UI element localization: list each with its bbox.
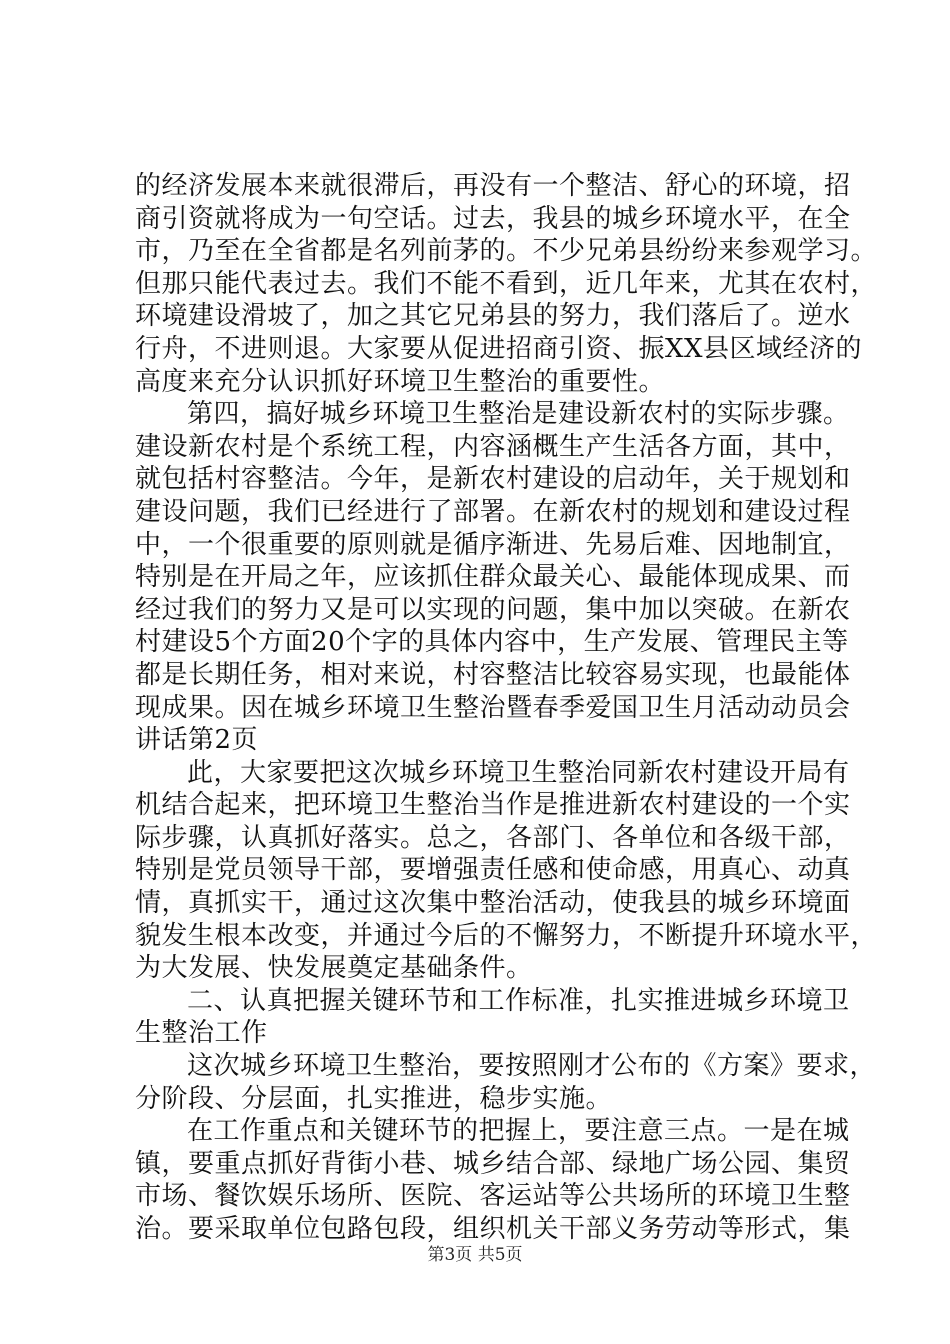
text-line: 高度来充分认识抓好环境卫生整治的重要性。: [135, 366, 666, 397]
text-line: 市，乃至在全省都是名列前茅的。不少兄弟县纷纷来参观学习。: [135, 236, 878, 267]
text-line: 行舟，不进则退。大家要从促进招商引资、振XX县区域经济的: [135, 333, 863, 364]
text-line: 分阶段、分层面，扎实推进，稳步实施。: [135, 1083, 613, 1114]
text-line: 中，一个很重要的原则就是循序渐进、先易后难、因地制宜，: [135, 529, 851, 560]
text-line: 讲话第2页: [135, 725, 259, 756]
text-line: 情，真抓实干，通过这次集中整治活动，使我县的城乡环境面: [135, 888, 851, 919]
text-line: 村建设5个方面20个字的具体内容中，生产发展、管理民主等: [135, 627, 849, 658]
text-line: 在工作重点和关键环节的把握上，要注意三点。一是在城: [187, 1116, 850, 1147]
text-line: 第四，搞好城乡环境卫生整治是建设新农村的实际步骤。: [187, 399, 850, 430]
text-line: 建设问题，我们已经进行了部署。在新农村的规划和建设过程: [135, 496, 851, 527]
text-line: 的经济发展本来就很滞后，再没有一个整洁、舒心的环境，招: [135, 171, 851, 201]
body-text: [135, 170, 878, 1246]
text-line: 环境建设滑坡了，加之其它兄弟县的努力，我们落后了。逆水: [135, 301, 851, 332]
text-line: 建设新农村是个系统工程，内容涵概生产生活各方面，其中，: [135, 431, 851, 462]
text-line: 市场、餐饮娱乐场所、医院、客运站等公共场所的环境卫生整: [135, 1181, 851, 1212]
text-line: 此，大家要把这次城乡环境卫生整治同新农村建设开局有: [187, 757, 850, 788]
text-line: 特别是在开局之年，应该抓住群众最关心、最能体现成果、而: [135, 562, 851, 593]
text-line: 特别是党员领导干部，要增强责任感和使命感，用真心、动真: [135, 855, 851, 886]
text-line: 但那只能代表过去。我们不能不看到，近几年来，尤其在农村，: [135, 268, 878, 299]
text-line: 治。要采取单位包路包段，组织机关干部义务劳动等形式，集: [135, 1214, 851, 1244]
text-line: 商引资就将成为一句空话。过去，我县的城乡环境水平，在全: [135, 203, 851, 234]
text-line: 机结合起来，把环境卫生整治当作是推进新农村建设的一个实: [135, 790, 851, 821]
page-footer: 第3页 共5页: [427, 1245, 523, 1265]
text-line: 这次城乡环境卫生整治，要按照刚才公布的《方案》要求，: [187, 1051, 877, 1082]
text-line: 现成果。因在城乡环境卫生整治暨春季爱国卫生月活动动员会: [135, 692, 851, 723]
text-line: 际步骤，认真抓好落实。总之，各部门、各单位和各级干部，: [135, 822, 851, 853]
text-line: 貌发生根本改变，并通过今后的不懈努力，不断提升环境水平，: [135, 920, 878, 951]
text-line: 生整治工作: [135, 1018, 268, 1049]
text-line: 都是长期任务，相对来说，村容整洁比较容易实现，也最能体: [135, 659, 851, 690]
text-line: 二、认真把握关键环节和工作标准，扎实推进城乡环境卫: [187, 985, 850, 1016]
text-line: 就包括村容整洁。今年，是新农村建设的启动年，关于规划和: [135, 464, 851, 495]
text-line: 经过我们的努力又是可以实现的问题，集中加以突破。在新农: [135, 594, 851, 625]
text-line: 镇，要重点抓好背街小巷、城乡结合部、绿地广场公园、集贸: [135, 1148, 851, 1179]
text-line: 为大发展、快发展奠定基础条件。: [135, 953, 533, 984]
